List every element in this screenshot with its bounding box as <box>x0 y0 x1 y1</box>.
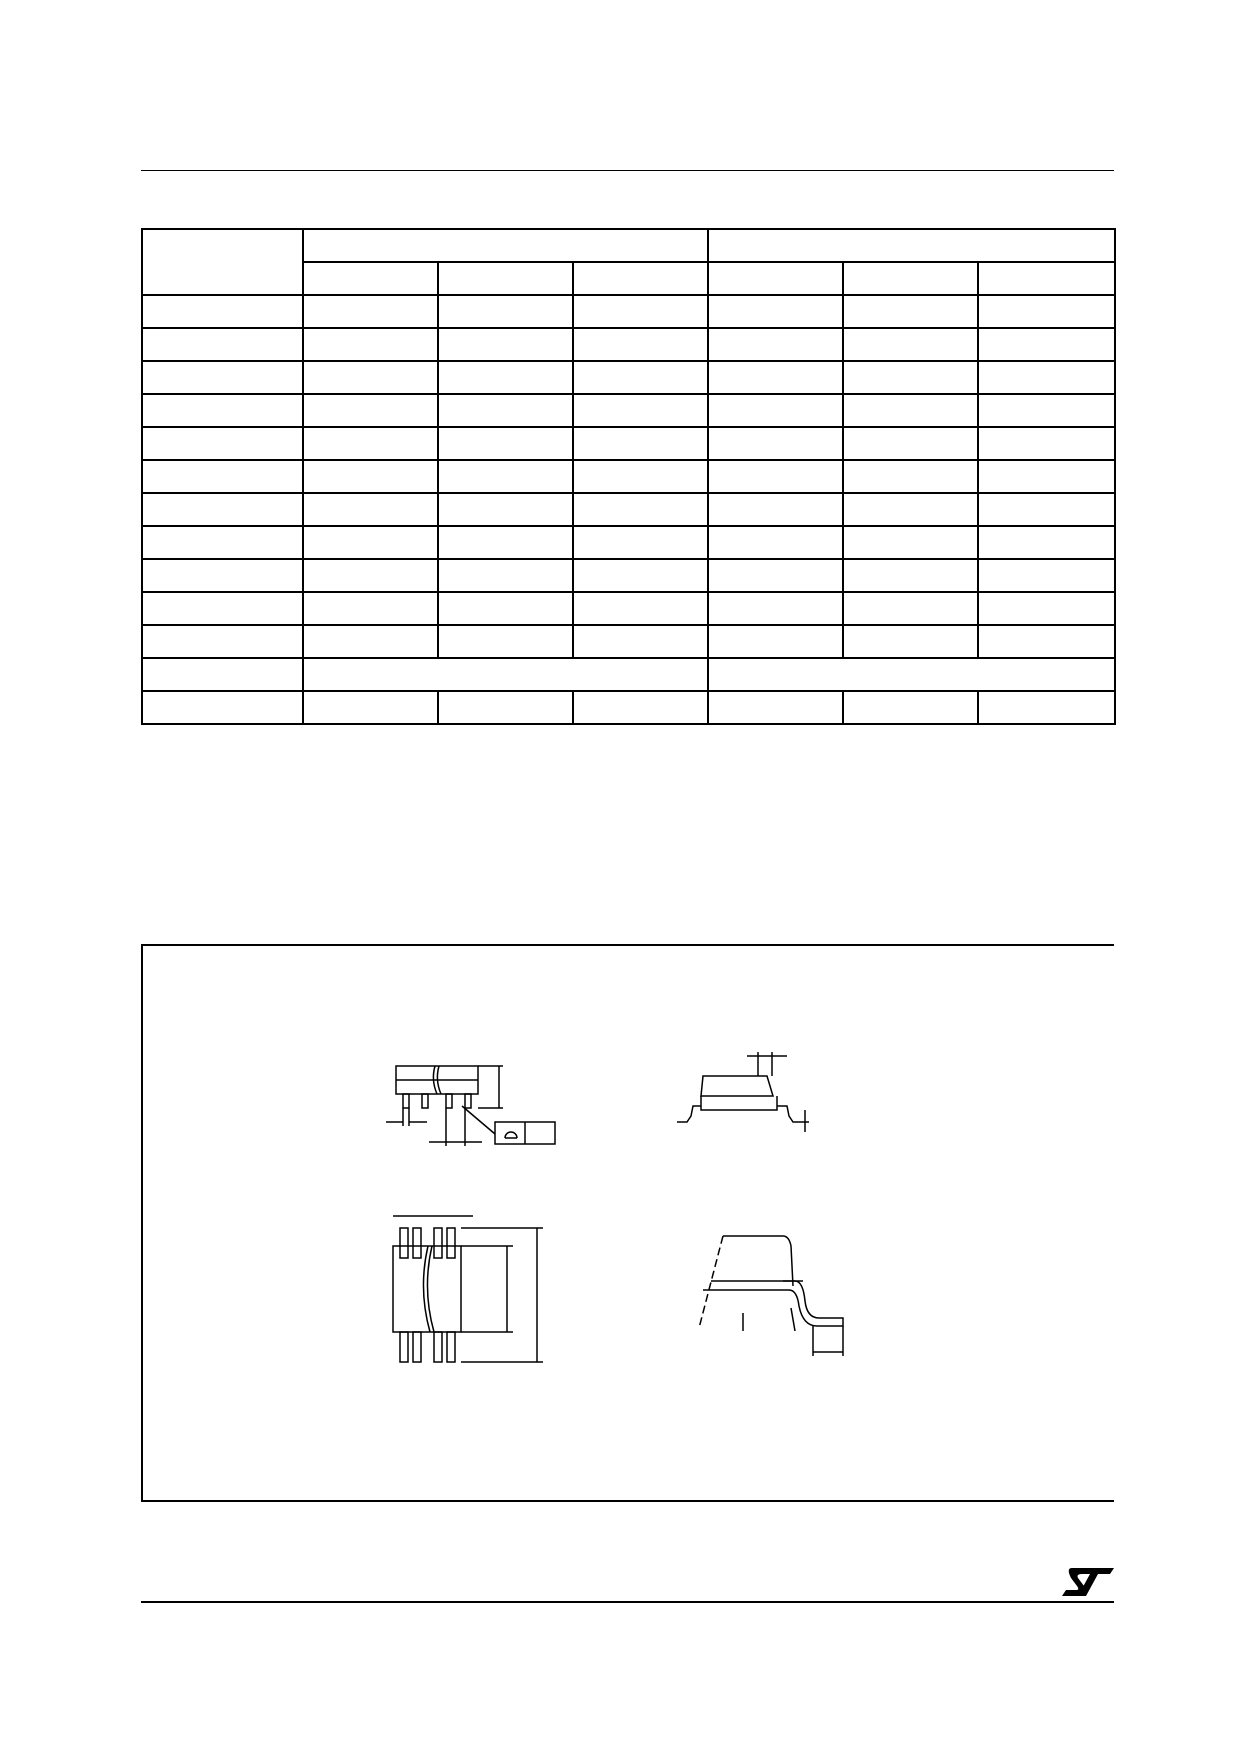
table-cell <box>438 427 573 460</box>
table-cell <box>978 361 1115 394</box>
table-cell <box>708 592 843 625</box>
table-cell <box>573 559 708 592</box>
table-cell <box>303 493 438 526</box>
lead <box>400 1228 408 1258</box>
table-cell <box>303 526 438 559</box>
table-cell <box>708 361 843 394</box>
table-cell <box>573 262 708 295</box>
table-cell <box>843 328 978 361</box>
table-cell <box>843 625 978 658</box>
table-row <box>142 691 1115 724</box>
package-outline-drawing <box>141 944 1114 1502</box>
table-cell <box>303 658 708 691</box>
table-cell <box>843 691 978 724</box>
table-cell <box>573 592 708 625</box>
lead <box>447 1228 455 1258</box>
leader-line <box>462 1106 495 1134</box>
table-cell <box>708 295 843 328</box>
table-row <box>142 361 1115 394</box>
table-cell <box>142 328 303 361</box>
table-cell <box>978 559 1115 592</box>
top-view-figure <box>393 1216 543 1362</box>
table-cell <box>978 262 1115 295</box>
package-body <box>701 1076 773 1096</box>
table-cell <box>573 361 708 394</box>
table-cell <box>142 427 303 460</box>
table-cell <box>708 262 843 295</box>
table-cell <box>573 460 708 493</box>
table-cell <box>438 559 573 592</box>
lead <box>447 1332 455 1362</box>
table-cell <box>978 394 1115 427</box>
table-cell <box>708 691 843 724</box>
lead <box>403 1094 409 1108</box>
table-cell <box>708 526 843 559</box>
table-cell <box>142 493 303 526</box>
table-cell <box>843 592 978 625</box>
table-cell <box>978 427 1115 460</box>
table-row <box>142 295 1115 328</box>
lead <box>465 1094 471 1108</box>
lead <box>413 1228 421 1258</box>
table-row <box>142 625 1115 658</box>
table-cell <box>303 460 438 493</box>
lead <box>413 1332 421 1362</box>
table-cell <box>978 295 1115 328</box>
side-view-figure <box>386 1066 555 1146</box>
table-cell <box>573 328 708 361</box>
table-cell <box>303 427 438 460</box>
table-cell <box>303 559 438 592</box>
package-dimensions-table <box>141 228 1116 725</box>
lead-profile <box>777 1106 809 1122</box>
table-cell <box>438 592 573 625</box>
table-row <box>142 493 1115 526</box>
table-cell <box>708 229 1115 262</box>
lead <box>446 1094 452 1108</box>
lead-profile <box>703 1281 843 1326</box>
table-row <box>142 559 1115 592</box>
dimension-line <box>791 1308 795 1331</box>
break-line <box>427 1246 434 1332</box>
mechanical-drawing <box>143 946 1116 1504</box>
table-cell <box>142 625 303 658</box>
lead-detail-figure <box>699 1236 843 1356</box>
table-cell <box>438 328 573 361</box>
table-cell <box>142 361 303 394</box>
table-cell <box>978 592 1115 625</box>
package-body <box>701 1096 777 1110</box>
table-cell <box>303 691 438 724</box>
table-cell <box>142 460 303 493</box>
lead <box>422 1094 428 1108</box>
table-cell <box>573 625 708 658</box>
datum-symbol <box>505 1132 517 1138</box>
footer-rule <box>141 1601 1114 1603</box>
table-cell <box>843 394 978 427</box>
table-cell <box>142 295 303 328</box>
table-row <box>142 526 1115 559</box>
table-cell <box>303 295 438 328</box>
table-cell <box>142 229 303 295</box>
table-cell <box>438 691 573 724</box>
side-elevation-figure <box>677 1052 809 1132</box>
header-rule <box>141 170 1114 171</box>
table-cell <box>708 328 843 361</box>
lead <box>400 1332 408 1362</box>
table-cell <box>303 328 438 361</box>
table-cell <box>142 394 303 427</box>
table-cell <box>438 460 573 493</box>
table-cell <box>303 229 708 262</box>
lead <box>434 1332 442 1362</box>
table-cell <box>978 526 1115 559</box>
table-cell <box>438 262 573 295</box>
table-cell <box>843 361 978 394</box>
table-cell <box>438 394 573 427</box>
table-cell <box>573 427 708 460</box>
table-cell <box>573 394 708 427</box>
table-cell <box>843 460 978 493</box>
table-cell <box>303 394 438 427</box>
table-cell <box>843 559 978 592</box>
package-body <box>699 1076 779 1096</box>
table-cell <box>573 691 708 724</box>
lead <box>434 1228 442 1258</box>
table-cell <box>142 559 303 592</box>
table-cell <box>708 460 843 493</box>
table-cell <box>438 526 573 559</box>
table-cell <box>438 625 573 658</box>
table-cell <box>142 658 303 691</box>
st-logo <box>1060 1564 1116 1598</box>
table-cell <box>142 526 303 559</box>
table-cell <box>978 460 1115 493</box>
package-profile <box>723 1236 793 1286</box>
table-cell <box>708 559 843 592</box>
table-cell <box>843 262 978 295</box>
lead-profile <box>677 1106 701 1122</box>
table-cell <box>573 295 708 328</box>
table-cell <box>708 625 843 658</box>
table-row <box>142 460 1115 493</box>
center-line <box>699 1236 723 1328</box>
table-row <box>142 427 1115 460</box>
table-cell <box>303 625 438 658</box>
table-cell <box>438 493 573 526</box>
table-header-row <box>142 229 1115 262</box>
table-cell <box>978 691 1115 724</box>
table-cell <box>843 295 978 328</box>
table-cell <box>303 262 438 295</box>
table-cell <box>708 394 843 427</box>
table-cell <box>708 493 843 526</box>
table-cell <box>438 361 573 394</box>
table-cell <box>978 625 1115 658</box>
table-cell <box>978 328 1115 361</box>
table-row <box>142 658 1115 691</box>
table-cell <box>142 592 303 625</box>
table-cell <box>978 493 1115 526</box>
table-cell <box>142 691 303 724</box>
table-cell <box>438 295 573 328</box>
table-row <box>142 328 1115 361</box>
table-cell <box>708 427 843 460</box>
table-cell <box>843 427 978 460</box>
table-cell <box>303 592 438 625</box>
table-cell <box>843 526 978 559</box>
table-cell <box>573 526 708 559</box>
table-cell <box>708 658 1115 691</box>
table-row <box>142 592 1115 625</box>
table-row <box>142 394 1115 427</box>
table-cell <box>303 361 438 394</box>
table-cell <box>843 493 978 526</box>
table-cell <box>573 493 708 526</box>
